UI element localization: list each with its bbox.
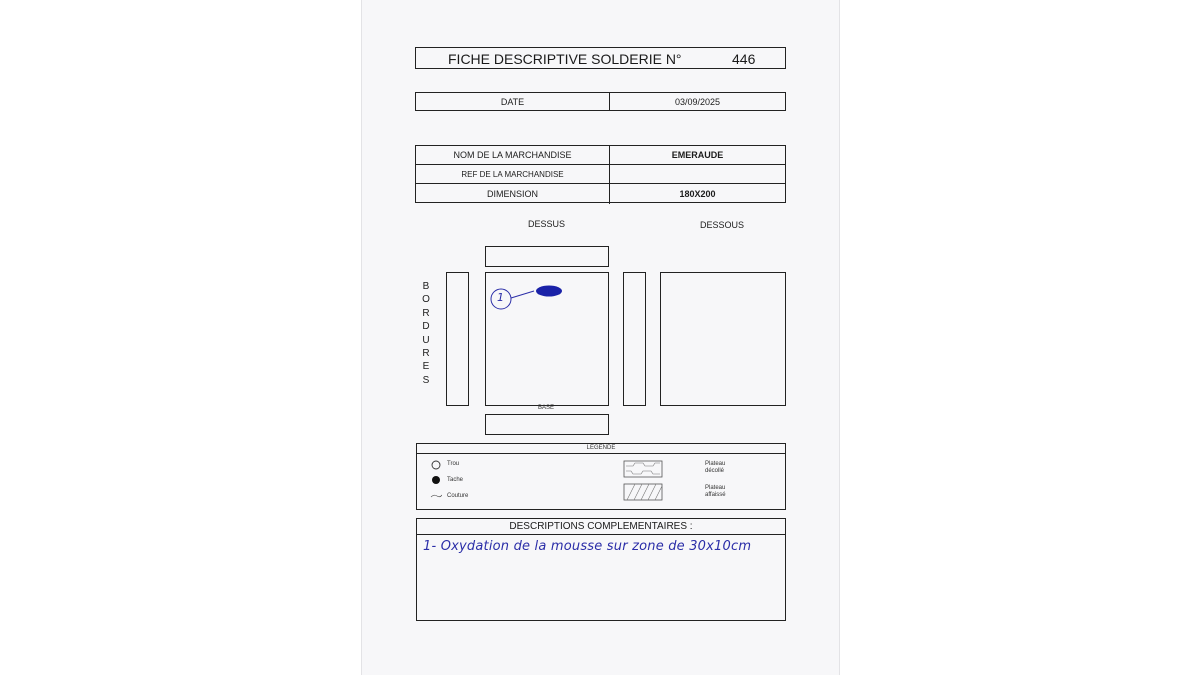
stain-mark-icon xyxy=(536,286,562,297)
base-label: BASE xyxy=(538,405,555,411)
table-row xyxy=(416,146,785,165)
table-row xyxy=(416,165,785,184)
legend-couture: Couture xyxy=(447,493,469,499)
tache-icon xyxy=(432,476,440,484)
legend-plateau-decolle: Plateau décollé xyxy=(705,461,726,474)
legend-trou: Trou xyxy=(447,461,460,467)
dessous-label: DESSOUS xyxy=(700,220,745,230)
header-number: 446 xyxy=(732,51,756,67)
descriptions-handwritten-text: 1- Oxydation de la mousse sur zone de 30x10cm xyxy=(423,539,752,554)
date-value: 03/09/2025 xyxy=(674,96,721,107)
right-border-rect xyxy=(623,272,646,406)
base-rect xyxy=(485,414,609,435)
product-name-label: NOM DE LA MARCHANDISE xyxy=(416,146,610,164)
couture-icon xyxy=(431,495,442,497)
table-row xyxy=(416,184,785,204)
dimension-value: 180X200 xyxy=(679,189,716,199)
date-label: DATE xyxy=(416,93,610,110)
date-row xyxy=(415,92,786,111)
bordures-label: BORDURES xyxy=(422,281,430,386)
legend-tache: Tache xyxy=(447,477,464,483)
document-sheet xyxy=(361,0,840,675)
top-border-rect xyxy=(485,246,609,267)
descriptions-box xyxy=(416,518,786,621)
dimension-label: DIMENSION xyxy=(416,184,610,204)
product-name-value: EMERAUDE xyxy=(671,150,724,160)
header-box xyxy=(415,47,786,69)
legend-symbols xyxy=(430,460,442,504)
trou-icon xyxy=(432,461,440,469)
legend-title: LEGENDE xyxy=(417,444,785,454)
product-ref-value xyxy=(610,165,785,183)
product-table xyxy=(415,145,786,203)
legend-box xyxy=(416,443,786,510)
descriptions-title: DESCRIPTIONS COMPLEMENTAIRES : xyxy=(417,519,785,535)
product-ref-label: REF DE LA MARCHANDISE xyxy=(416,165,610,183)
legend-plateau-affaisse: Plateau affaissé xyxy=(705,485,726,498)
marker-number: 1 xyxy=(497,291,505,304)
header-title: FICHE DESCRIPTIVE SOLDERIE N° xyxy=(448,51,682,67)
dessus-label: DESSUS xyxy=(528,219,566,229)
marker-line xyxy=(511,291,534,298)
plateau-swatches xyxy=(623,460,663,502)
dessous-rect xyxy=(660,272,786,406)
left-border-rect xyxy=(446,272,469,406)
